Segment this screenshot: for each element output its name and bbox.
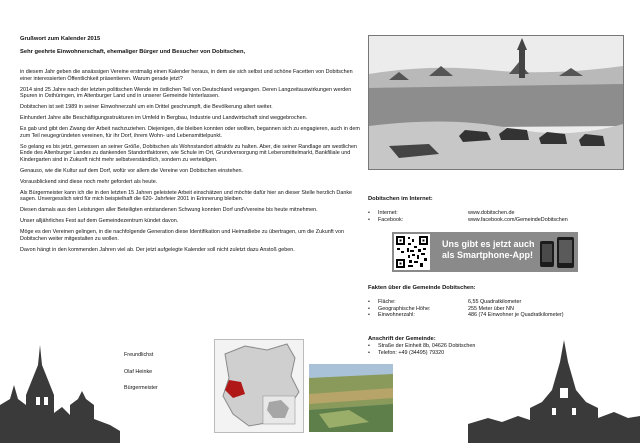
letter-paragraph: So gelang es bis jetzt, gemessen an seiner Größe, Dobitschen als Wohnstandort attraktiv zu halten. Aber, die seiner Randlage am westlichen Ende des Altenburger Landes zu dankenden Standortfaktoren, wie Schule im Ort, Grundversorgung mit Lebensmittelmarkt, Bankfiliale und Kindergarten sind in Zukunft nicht mehr selbstverständlich, sondern zu verteidigen.	[20, 143, 358, 163]
address-section	[368, 336, 568, 356]
letter-paragraph: Genauso, wie die Kultur auf dem Dorf, wofür vor allem die Vereine von Dobitschen einstehen.	[20, 167, 243, 174]
historic-village-engraving	[368, 35, 624, 170]
region-map	[214, 339, 304, 433]
fact-label: • Fläche:	[368, 299, 468, 306]
internet-row	[368, 217, 618, 224]
letter-paragraph: 2014 sind 25 Jahre nach der letzten politischen Wende im östlichen Teil von Deutschland vergangen. Deren Langzeitauswirkungen werden Spuren in Osthüringen, im Altenburger Land und in unserer Gemeinde hinterlassen.	[20, 86, 352, 99]
signature-closing: Freundlichst	[124, 352, 154, 358]
signature-role: Bürgermeister	[124, 385, 158, 391]
smartphone-app-banner[interactable]	[392, 232, 578, 272]
letter-title: Grußwort zum Kalender 2015	[20, 36, 101, 42]
signature-block	[124, 352, 158, 402]
letter-paragraph: Diesen damals aus den Leistungen aller Beteiligten entstandenen Schwung konnten Dorf undVvereine bis heute mitnehmen.	[20, 207, 318, 213]
signature-name: Olaf Heinke	[124, 368, 153, 375]
fact-label: • Geographische Höhe:	[368, 306, 468, 313]
address-phone[interactable]: • Telefon: +49 (34495) 79320	[368, 350, 568, 357]
greeting-letter	[20, 36, 360, 258]
address-street: • Straße der Einheit 8b, 04626 Dobitschen	[368, 343, 568, 350]
letter-salutation: Sehr geehrte Einwohnerschaft, ehemaliger Bürger und Besucher von Dobitschen,	[20, 48, 246, 55]
smartphones-icon	[538, 235, 576, 269]
letter-paragraph: Es gab und gibt den Zwang der Arbeit nachzuziehen. Diejenigen, die bleiben konnten oder wollten, begannen sich zu engagieren, auch in dem zum Teil neugegründeten vereinen, für ihr Dorf, ihrem Wohn- und Lebensmittelpunkt.	[20, 126, 360, 139]
facts-heading: Fakten über die Gemeinde Dobitschen:	[368, 285, 476, 291]
letter-paragraph: Möge es den Vereinen gelingen, in die nachfolgende Generation diese Identifikation und Heimatliebe zu übertragen, um die Zukunft von Dobitschen weiter mitgestalten zu wollen.	[20, 229, 344, 242]
fact-row	[368, 312, 628, 319]
fact-value: 6,55 Quadratkilometer	[468, 298, 522, 305]
internet-row	[368, 210, 618, 217]
address-heading: Anschrift der Gemeinde:	[368, 336, 436, 342]
letter-paragraph: Davon hängt in den kommenden Jahren viel ab. Der jetzt aufgelegte Kalender soll nicht zuletzt dazu Anstoß geben.	[20, 246, 295, 253]
fact-value: 486 (74 Einwohner je Quadratkilometer)	[468, 312, 564, 319]
website-link[interactable]: www.dobitschen.de	[468, 209, 515, 216]
church-silhouette-left	[0, 335, 120, 443]
internet-label: • Facebook:	[368, 217, 468, 224]
letter-paragraph: Als Bürgermeister kann ich die in den letzten 15 Jahren geleistete Arbeit einschätzen und möchte dafür hier an dieser Stelle herzlich Danke sagen. Unvergesslich wird für mich beispielhaft die 620- Jahrfeier 2001 in Erinnerung bleiben.	[20, 189, 353, 202]
fact-label: • Einwohnerzahl:	[368, 312, 468, 319]
facebook-link[interactable]: www.facebook.com/GemeindeDobitschen	[468, 216, 568, 223]
facts-section	[368, 285, 628, 319]
aerial-photo	[309, 364, 393, 432]
internet-label: • Internet:	[368, 210, 468, 217]
region-map-shape	[215, 340, 303, 432]
fact-row	[368, 306, 628, 313]
internet-heading: Dobitschen im Internet:	[368, 196, 433, 202]
letter-paragraph: Einhundert Jahre alte Beschäftigungsstrukturen im Umfeld in Bergbau, Industrie und Landwirtschaft sind weggebrochen.	[20, 115, 308, 121]
qr-code-icon[interactable]	[394, 234, 430, 270]
letter-paragraph: Vorausblickend sind diese noch mehr gefordert als heute.	[20, 178, 158, 185]
app-banner-line2: als Smartphone-App!	[442, 250, 534, 260]
fact-row	[368, 299, 628, 306]
fact-value: 255 Meter über NN	[468, 305, 514, 312]
letter-paragraph: Unser alljährliches Fest auf dem Gemeindezentrum kündet davon.	[20, 218, 179, 224]
app-banner-text	[442, 239, 535, 261]
app-banner-line1: Uns gibt es jetzt auch	[442, 239, 535, 249]
internet-section	[368, 196, 618, 223]
letter-paragraph: in diesem Jahr geben die ansässigen Vereine erstmalig einen Kalender heraus, in dem sie sich selbst und schöne Facetten von Dobitschen einer interessierten Öffentlichkeit präsentieren. Warum gerade jetzt?	[20, 69, 353, 82]
letter-paragraph: Dobitschen ist seit 1989 in seiner Einwohnerzahl um ein Drittel geschrumpft, die Bevölkerung altert weiter.	[20, 104, 273, 110]
